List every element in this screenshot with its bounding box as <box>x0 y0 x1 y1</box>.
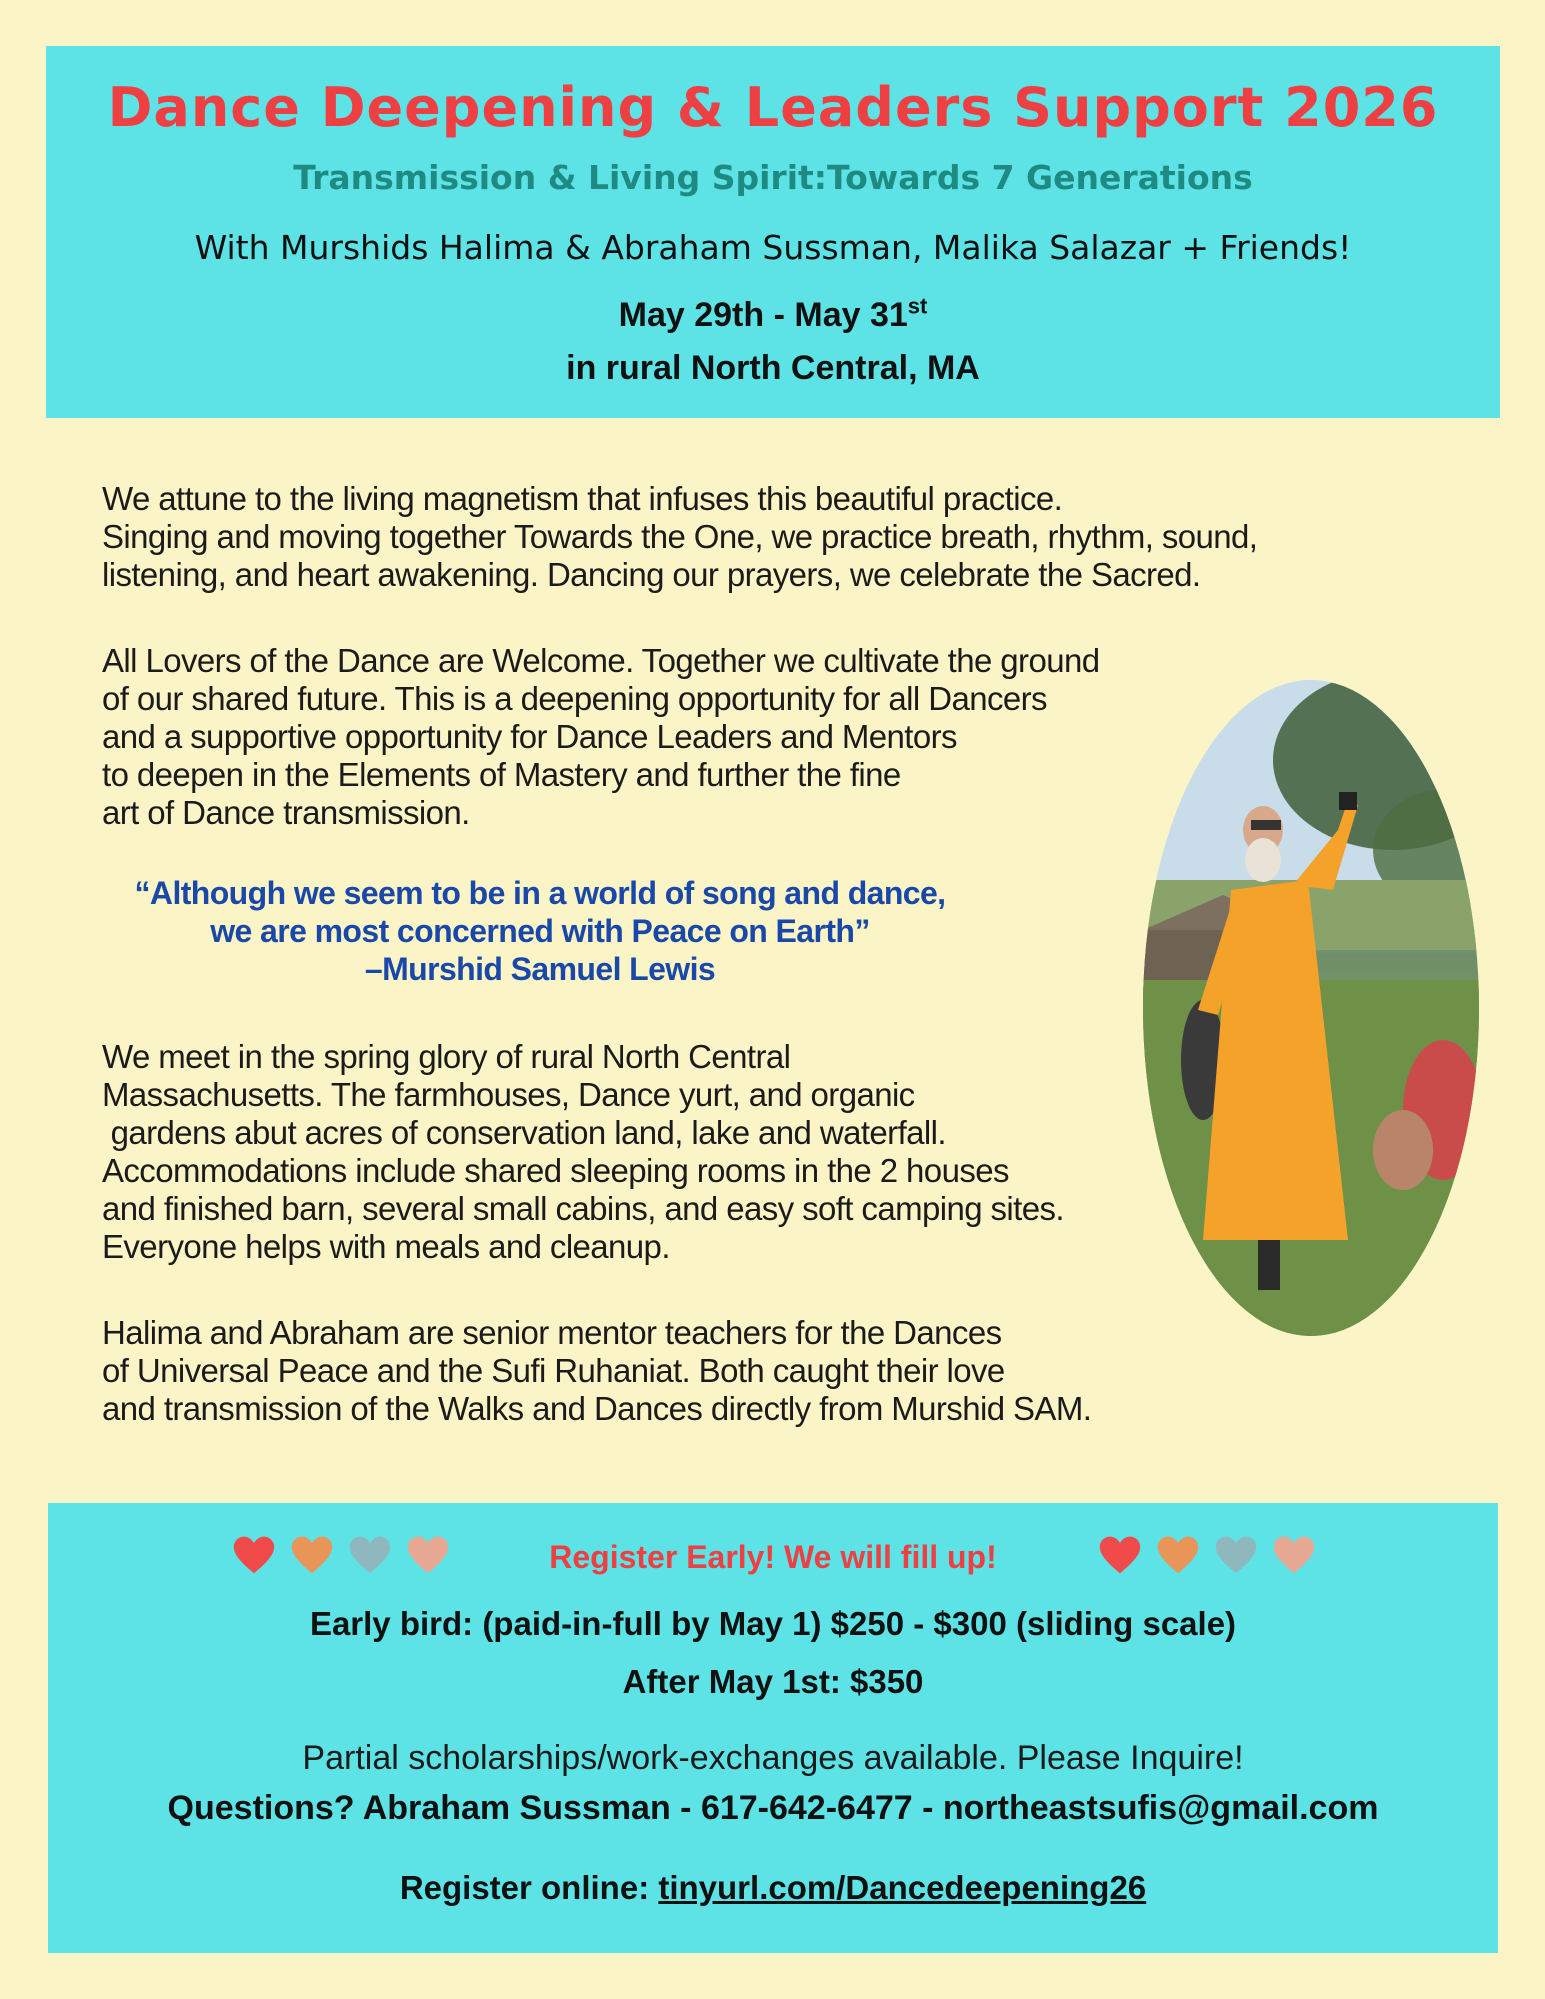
event-subtitle: Transmission & Living Spirit:Towards 7 Generations <box>293 158 1253 197</box>
heart-icon <box>1272 1533 1316 1577</box>
heart-icon <box>1098 1533 1142 1577</box>
event-dates <box>46 293 1500 335</box>
quote-block <box>100 874 980 988</box>
event-location: in rural North Central, MA <box>566 349 980 387</box>
event-leaders: With Murshids Halima & Abraham Sussman, Malika Salazar + Friends! <box>194 228 1352 267</box>
dancer-photo <box>1143 680 1479 1336</box>
heart-icon <box>1156 1533 1200 1577</box>
quote-line: we are most concerned with Peace on Earth” <box>210 913 870 949</box>
heart-icon <box>1214 1533 1258 1577</box>
teachers-paragraph: Halima and Abraham are senior mentor teachers for the Dances of Universal Peace and the Sufi Ruhaniat. Both caught their love and transmission of the Walks and Dances directly from Murshid SAM. <box>102 1314 1092 1427</box>
regular-price: After May 1st: $350 <box>622 1663 924 1700</box>
intro-paragraph: We attune to the living magnetism that infuses this beautiful practice. Singing and moving together Towards the One, we practice breath, rhythm, sound, listening, and heart awakening. Dancing our prayers, we celebrate the Sacred. <box>102 480 1258 593</box>
register-online <box>48 1869 1498 1907</box>
venue-paragraph: We meet in the spring glory of rural North Central Massachusetts. The farmhouses, Dance yurt, and organic gardens abut acres of conservation land, lake and waterfall. Accommodations include shared sleeping rooms in the 2 houses and finished barn, several small cabins, and easy soft camping sites. Everyone helps with meals and cleanup. <box>102 1038 1064 1265</box>
register-online-label: Register online: <box>399 1869 659 1906</box>
registration-box <box>48 1503 1498 1953</box>
quote-author: –Murshid Samuel Lewis <box>364 951 716 987</box>
quote-line: “Although we seem to be in a world of song and dance, <box>134 875 946 911</box>
dancer-illustration <box>1143 680 1479 1336</box>
early-bird-price: Early bird: (paid-in-full by May 1) $250 - $300 (sliding scale) <box>309 1605 1237 1642</box>
register-early-text: Register Early! We will fill up! <box>549 1539 997 1575</box>
hearts-right <box>1098 1533 1316 1583</box>
contact-line: Questions? Abraham Sussman - 617-642-6477 - northeastsufis@gmail.com <box>167 1789 1379 1827</box>
scholarship-note: Partial scholarships/work-exchanges available. Please Inquire! <box>302 1739 1244 1777</box>
dates-text: May 29th - May 31 <box>618 296 908 334</box>
dates-suffix: st <box>907 293 928 319</box>
welcome-paragraph: All Lovers of the Dance are Welcome. Together we cultivate the ground of our shared future. This is a deepening opportunity for all Dancers and a supportive opportunity for Dance Leaders and Mentors to deepen in the Elements of Mastery and further the fine art of Dance transmission. <box>102 642 1100 831</box>
header-banner <box>46 46 1500 418</box>
register-link[interactable]: tinyurl.com/Dancedeepening26 <box>658 1869 1147 1906</box>
event-title: Dance Deepening & Leaders Support 2026 <box>107 76 1439 139</box>
